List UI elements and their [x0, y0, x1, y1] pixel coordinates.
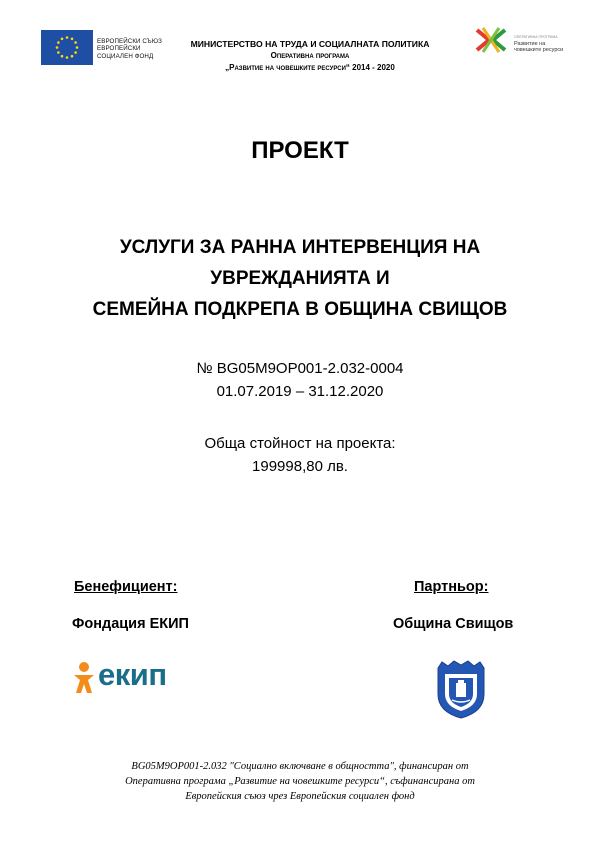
eu-text-line: СОЦИАЛЕН ФОНД: [97, 52, 154, 60]
op-text-line: Развитие на: [514, 40, 546, 47]
op-cross-icon: [475, 26, 507, 54]
footer-line: BG05M9OP001-2.032 "Социално включване в общността", финансиран от: [131, 761, 469, 772]
project-title: [0, 232, 600, 325]
project-meta: [0, 357, 600, 403]
op-hrd-logo: [475, 26, 507, 54]
total-value: 199998,80 лв.: [252, 458, 348, 475]
op-text-line: човешките ресурси: [514, 47, 564, 53]
footer-line: Оперативна програма „Развитие на човешките ресурси“, съфинансирана от: [125, 776, 475, 787]
project-period: 01.07.2019 – 31.12.2020: [216, 383, 384, 400]
partner-label: Партньор:: [414, 579, 489, 595]
eu-logo-text: [97, 38, 162, 60]
op-logo-text: [514, 34, 563, 54]
eu-text-line: ЕВРОПЕЙСКИ СЪЮЗ: [97, 38, 162, 45]
project-title-line: СЕМЕЙНА ПОДКРЕПА В ОБЩИНА СВИЩОВ: [92, 299, 508, 320]
beneficiary-label: Бенефициент:: [74, 579, 178, 595]
ministry-name: МИНИСТЕРСТВО НА ТРУДА И СОЦИАЛНАТА ПОЛИТИКА: [190, 39, 430, 49]
ekip-logo: [72, 657, 172, 696]
partner-name: Община Свищов: [393, 616, 514, 632]
total-value-label: Обща стойност на проекта:: [204, 435, 396, 452]
document-title: ПРОЕКТ: [251, 137, 349, 164]
programme-label: Оперативна програма: [270, 51, 350, 60]
programme-name: „Развитие на човешките ресурси“ 2014 - 2020: [225, 63, 395, 72]
op-logo-small-text: ОПЕРАТИВНА ПРОГРАМА: [514, 35, 558, 39]
footer-line: Европейския съюз чрез Европейския социален фонд: [185, 791, 415, 802]
footer-note: [40, 759, 560, 804]
ekip-logo-text: екип: [98, 657, 167, 692]
eu-stars-icon: [41, 30, 93, 65]
svishtov-crest: [432, 658, 490, 720]
eu-text-line: ЕВРОПЕЙСКИ: [97, 45, 141, 53]
project-title-line: УСЛУГИ ЗА РАННА ИНТЕРВЕНЦИЯ НА: [119, 237, 481, 258]
project-title-line: УВРЕЖДАНИЯТА И: [210, 268, 390, 289]
project-value: [0, 432, 600, 478]
crest-shield-icon: [432, 658, 490, 720]
project-number: № BG05M9OP001-2.032-0004: [196, 360, 404, 377]
eu-flag-logo: [41, 30, 93, 65]
ministry-header: [160, 38, 460, 74]
beneficiary-name: Фондация ЕКИП: [72, 616, 189, 632]
